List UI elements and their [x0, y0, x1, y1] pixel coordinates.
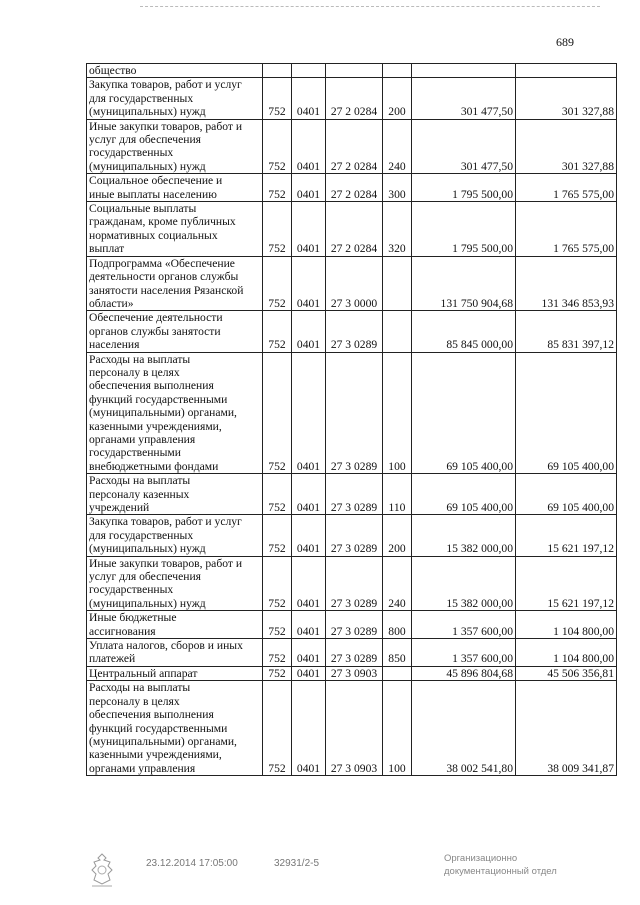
cell-vr — [383, 64, 412, 78]
cell-sum-1: 301 477,50 — [412, 119, 516, 174]
cell-name-line: органов службы занятости — [89, 324, 221, 338]
cell-csr: 27 2 0284 — [326, 174, 383, 202]
cell-sum-1: 131 750 904,68 — [412, 256, 516, 311]
cell-name-line: Расходы на выплаты — [89, 352, 191, 366]
cell-sum-2: 45 506 356,81 — [516, 666, 617, 680]
cell-csr: 27 3 0289 — [326, 515, 383, 556]
cell-name-line: иные выплаты населению — [89, 187, 217, 201]
cell-ved: 752 — [263, 666, 292, 680]
table-row — [87, 681, 617, 776]
cell-sum-2: 301 327,88 — [516, 78, 617, 119]
cell-vr: 200 — [383, 515, 412, 556]
page-number: 689 — [556, 35, 574, 49]
cell-vr: 300 — [383, 174, 412, 202]
table-row — [87, 174, 617, 202]
cell-sum-1: 15 382 000,00 — [412, 556, 516, 611]
cell-name-line: функций государственными — [89, 392, 228, 406]
cell-name-line: Расходы на выплаты — [89, 681, 191, 695]
cell-rzpr: 0401 — [292, 611, 326, 639]
cell-name-line: обеспечения выполнения — [89, 708, 214, 722]
cell-name-line: Расходы на выплаты — [89, 474, 191, 488]
cell-rzpr: 0401 — [292, 174, 326, 202]
cell-name-line: учреждений — [89, 501, 150, 514]
cell-vr: 850 — [383, 639, 412, 667]
page-footer — [0, 848, 640, 905]
footer-department-line: документационный отдел — [444, 866, 557, 877]
cell-sum-1: 69 105 400,00 — [412, 352, 516, 474]
cell-ved: 752 — [263, 556, 292, 611]
cell-name-line: гражданам, кроме публичных — [89, 215, 236, 229]
cell-rzpr: 0401 — [292, 474, 326, 515]
cell-name-line: платежей — [89, 652, 136, 666]
cell-sum-2: 15 621 197,12 — [516, 515, 617, 556]
cell-csr: 27 3 0000 — [326, 256, 383, 311]
cell-sum-2: 85 831 397,12 — [516, 311, 617, 352]
cell-sum-1 — [412, 64, 516, 78]
cell-name — [87, 474, 263, 515]
footer-timestamp: 23.12.2014 17:05:00 — [146, 858, 238, 869]
cell-vr: 110 — [383, 474, 412, 515]
table-row — [87, 611, 617, 639]
cell-name — [87, 681, 263, 776]
table-row — [87, 202, 617, 257]
cell-sum-1: 15 382 000,00 — [412, 515, 516, 556]
footer-department — [444, 852, 557, 878]
cell-sum-2: 1 104 800,00 — [516, 611, 617, 639]
table-row — [87, 556, 617, 611]
cell-vr: 800 — [383, 611, 412, 639]
cell-sum-2: 69 105 400,00 — [516, 352, 617, 474]
cell-csr — [326, 64, 383, 78]
cell-name-line: ассигнования — [89, 624, 156, 638]
cell-csr: 27 2 0284 — [326, 78, 383, 119]
cell-csr: 27 3 0289 — [326, 474, 383, 515]
cell-rzpr: 0401 — [292, 681, 326, 776]
cell-rzpr — [292, 64, 326, 78]
cell-name — [87, 174, 263, 202]
cell-name-line: населения — [89, 338, 140, 352]
cell-name-line: Социальные выплаты — [89, 202, 197, 216]
coat-of-arms-icon — [88, 852, 116, 888]
cell-name-line: органами управления — [89, 761, 196, 775]
cell-rzpr: 0401 — [292, 556, 326, 611]
cell-sum-1: 1 357 600,00 — [412, 611, 516, 639]
cell-vr — [383, 666, 412, 680]
cell-sum-1: 69 105 400,00 — [412, 474, 516, 515]
cell-name — [87, 639, 263, 667]
cell-sum-1: 1 795 500,00 — [412, 174, 516, 202]
cell-rzpr: 0401 — [292, 352, 326, 474]
cell-name-line: (муниципальными) органами, — [89, 734, 237, 748]
cell-name-line: персоналу в целях — [89, 694, 180, 708]
cell-vr: 240 — [383, 119, 412, 174]
cell-rzpr: 0401 — [292, 666, 326, 680]
cell-name — [87, 311, 263, 352]
table-row — [87, 78, 617, 119]
cell-name-line: выплат — [89, 242, 125, 256]
table-row — [87, 515, 617, 556]
cell-sum-2: 1 104 800,00 — [516, 639, 617, 667]
cell-name-line: Закупка товаров, работ и услуг — [89, 78, 242, 92]
cell-csr: 27 3 0289 — [326, 611, 383, 639]
cell-vr: 200 — [383, 78, 412, 119]
footer-document-id: 32931/2-5 — [274, 858, 320, 869]
cell-name-line: (муниципальных) нужд — [89, 159, 206, 173]
cell-name — [87, 119, 263, 174]
table-row — [87, 474, 617, 515]
cell-name — [87, 556, 263, 611]
table-row — [87, 119, 617, 174]
cell-name — [87, 611, 263, 639]
cell-ved: 752 — [263, 611, 292, 639]
cell-name-line: деятельности органов службы — [89, 270, 239, 284]
table-row — [87, 666, 617, 680]
cell-name-line: персоналу казенных — [89, 487, 190, 501]
cell-rzpr: 0401 — [292, 119, 326, 174]
cell-name-line: (муниципальными) органами, — [89, 406, 237, 420]
cell-name — [87, 352, 263, 474]
cell-name-line: Обеспечение деятельности — [89, 311, 223, 325]
cell-csr: 27 2 0284 — [326, 202, 383, 257]
cell-name-line: государственных — [89, 583, 174, 597]
cell-ved: 752 — [263, 256, 292, 311]
cell-vr — [383, 311, 412, 352]
cell-ved: 752 — [263, 681, 292, 776]
cell-name-line: (муниципальных) нужд — [89, 596, 206, 610]
cell-vr: 320 — [383, 202, 412, 257]
cell-csr: 27 3 0289 — [326, 352, 383, 474]
cell-name — [87, 256, 263, 311]
cell-ved: 752 — [263, 78, 292, 119]
cell-sum-1: 38 002 541,80 — [412, 681, 516, 776]
cell-name-line: казенными учреждениями, — [89, 419, 222, 433]
cell-rzpr: 0401 — [292, 639, 326, 667]
cell-vr: 100 — [383, 352, 412, 474]
cell-name-line: области» — [89, 296, 134, 310]
cell-rzpr: 0401 — [292, 515, 326, 556]
cell-sum-2: 38 009 341,87 — [516, 681, 617, 776]
cell-name-line: для государственных — [89, 91, 194, 105]
cell-csr: 27 3 0289 — [326, 311, 383, 352]
cell-name — [87, 64, 263, 78]
cell-sum-1: 1 795 500,00 — [412, 202, 516, 257]
cell-name — [87, 666, 263, 680]
cell-name-line: нормативных социальных — [89, 228, 218, 242]
cell-name — [87, 515, 263, 556]
budget-table — [86, 63, 617, 776]
cell-name-line: общество — [89, 64, 137, 77]
table-row — [87, 64, 617, 78]
cell-name-line: занятости населения Рязанской — [89, 283, 244, 297]
cell-vr — [383, 256, 412, 311]
cell-ved: 752 — [263, 352, 292, 474]
cell-ved: 752 — [263, 174, 292, 202]
cell-name-line: Социальное обеспечение и — [89, 174, 223, 188]
cell-name-line: Иные закупки товаров, работ и — [89, 119, 243, 133]
cell-sum-1: 1 357 600,00 — [412, 639, 516, 667]
cell-ved: 752 — [263, 311, 292, 352]
cell-sum-1: 301 477,50 — [412, 78, 516, 119]
cell-sum-2: 131 346 853,93 — [516, 256, 617, 311]
table-row — [87, 311, 617, 352]
cell-name-line: услуг для обеспечения — [89, 570, 201, 584]
cell-ved: 752 — [263, 639, 292, 667]
cell-name-line: для государственных — [89, 528, 194, 542]
cell-name-line: (муниципальных) нужд — [89, 105, 206, 119]
cell-name-line: Центральный аппарат — [89, 666, 198, 680]
cell-name-line: органами управления — [89, 432, 196, 446]
cell-ved: 752 — [263, 474, 292, 515]
cell-name-line: Закупка товаров, работ и услуг — [89, 515, 242, 529]
cell-ved: 752 — [263, 119, 292, 174]
cell-sum-2: 1 765 575,00 — [516, 202, 617, 257]
cell-sum-2: 69 105 400,00 — [516, 474, 617, 515]
footer-department-line: Организационно — [444, 853, 518, 864]
cell-name-line: Уплата налогов, сборов и иных — [89, 639, 243, 653]
cell-rzpr: 0401 — [292, 256, 326, 311]
cell-csr: 27 3 0903 — [326, 681, 383, 776]
cell-csr: 27 3 0903 — [326, 666, 383, 680]
cell-ved: 752 — [263, 202, 292, 257]
cell-csr: 27 3 0289 — [326, 639, 383, 667]
cell-ved — [263, 64, 292, 78]
cell-name-line: Подпрограмма «Обеспечение — [89, 256, 235, 270]
cell-csr: 27 2 0284 — [326, 119, 383, 174]
cell-name-line: функций государственными — [89, 721, 228, 735]
cell-name-line: внебюджетными фондами — [89, 459, 219, 473]
cell-rzpr: 0401 — [292, 311, 326, 352]
cell-sum-2 — [516, 64, 617, 78]
cell-rzpr: 0401 — [292, 78, 326, 119]
table-row — [87, 639, 617, 667]
cell-csr: 27 3 0289 — [326, 556, 383, 611]
cell-name-line: обеспечения выполнения — [89, 379, 214, 393]
cell-name-line: государственных — [89, 146, 174, 160]
cell-sum-2: 301 327,88 — [516, 119, 617, 174]
cell-name — [87, 202, 263, 257]
cell-sum-2: 15 621 197,12 — [516, 556, 617, 611]
cell-name-line: казенными учреждениями, — [89, 748, 222, 762]
table-row — [87, 256, 617, 311]
cell-name-line: персоналу в целях — [89, 365, 180, 379]
cell-vr: 240 — [383, 556, 412, 611]
cell-name-line: государственными — [89, 446, 181, 460]
cell-name-line: (муниципальных) нужд — [89, 542, 206, 556]
cell-ved: 752 — [263, 515, 292, 556]
cell-name — [87, 78, 263, 119]
cell-sum-1: 85 845 000,00 — [412, 311, 516, 352]
scan-artifact — [140, 6, 600, 9]
cell-sum-2: 1 765 575,00 — [516, 174, 617, 202]
cell-sum-1: 45 896 804,68 — [412, 666, 516, 680]
cell-rzpr: 0401 — [292, 202, 326, 257]
table-row — [87, 352, 617, 474]
cell-name-line: Иные бюджетные — [89, 611, 177, 625]
cell-vr: 100 — [383, 681, 412, 776]
cell-name-line: Иные закупки товаров, работ и — [89, 556, 243, 570]
cell-name-line: услуг для обеспечения — [89, 133, 201, 147]
